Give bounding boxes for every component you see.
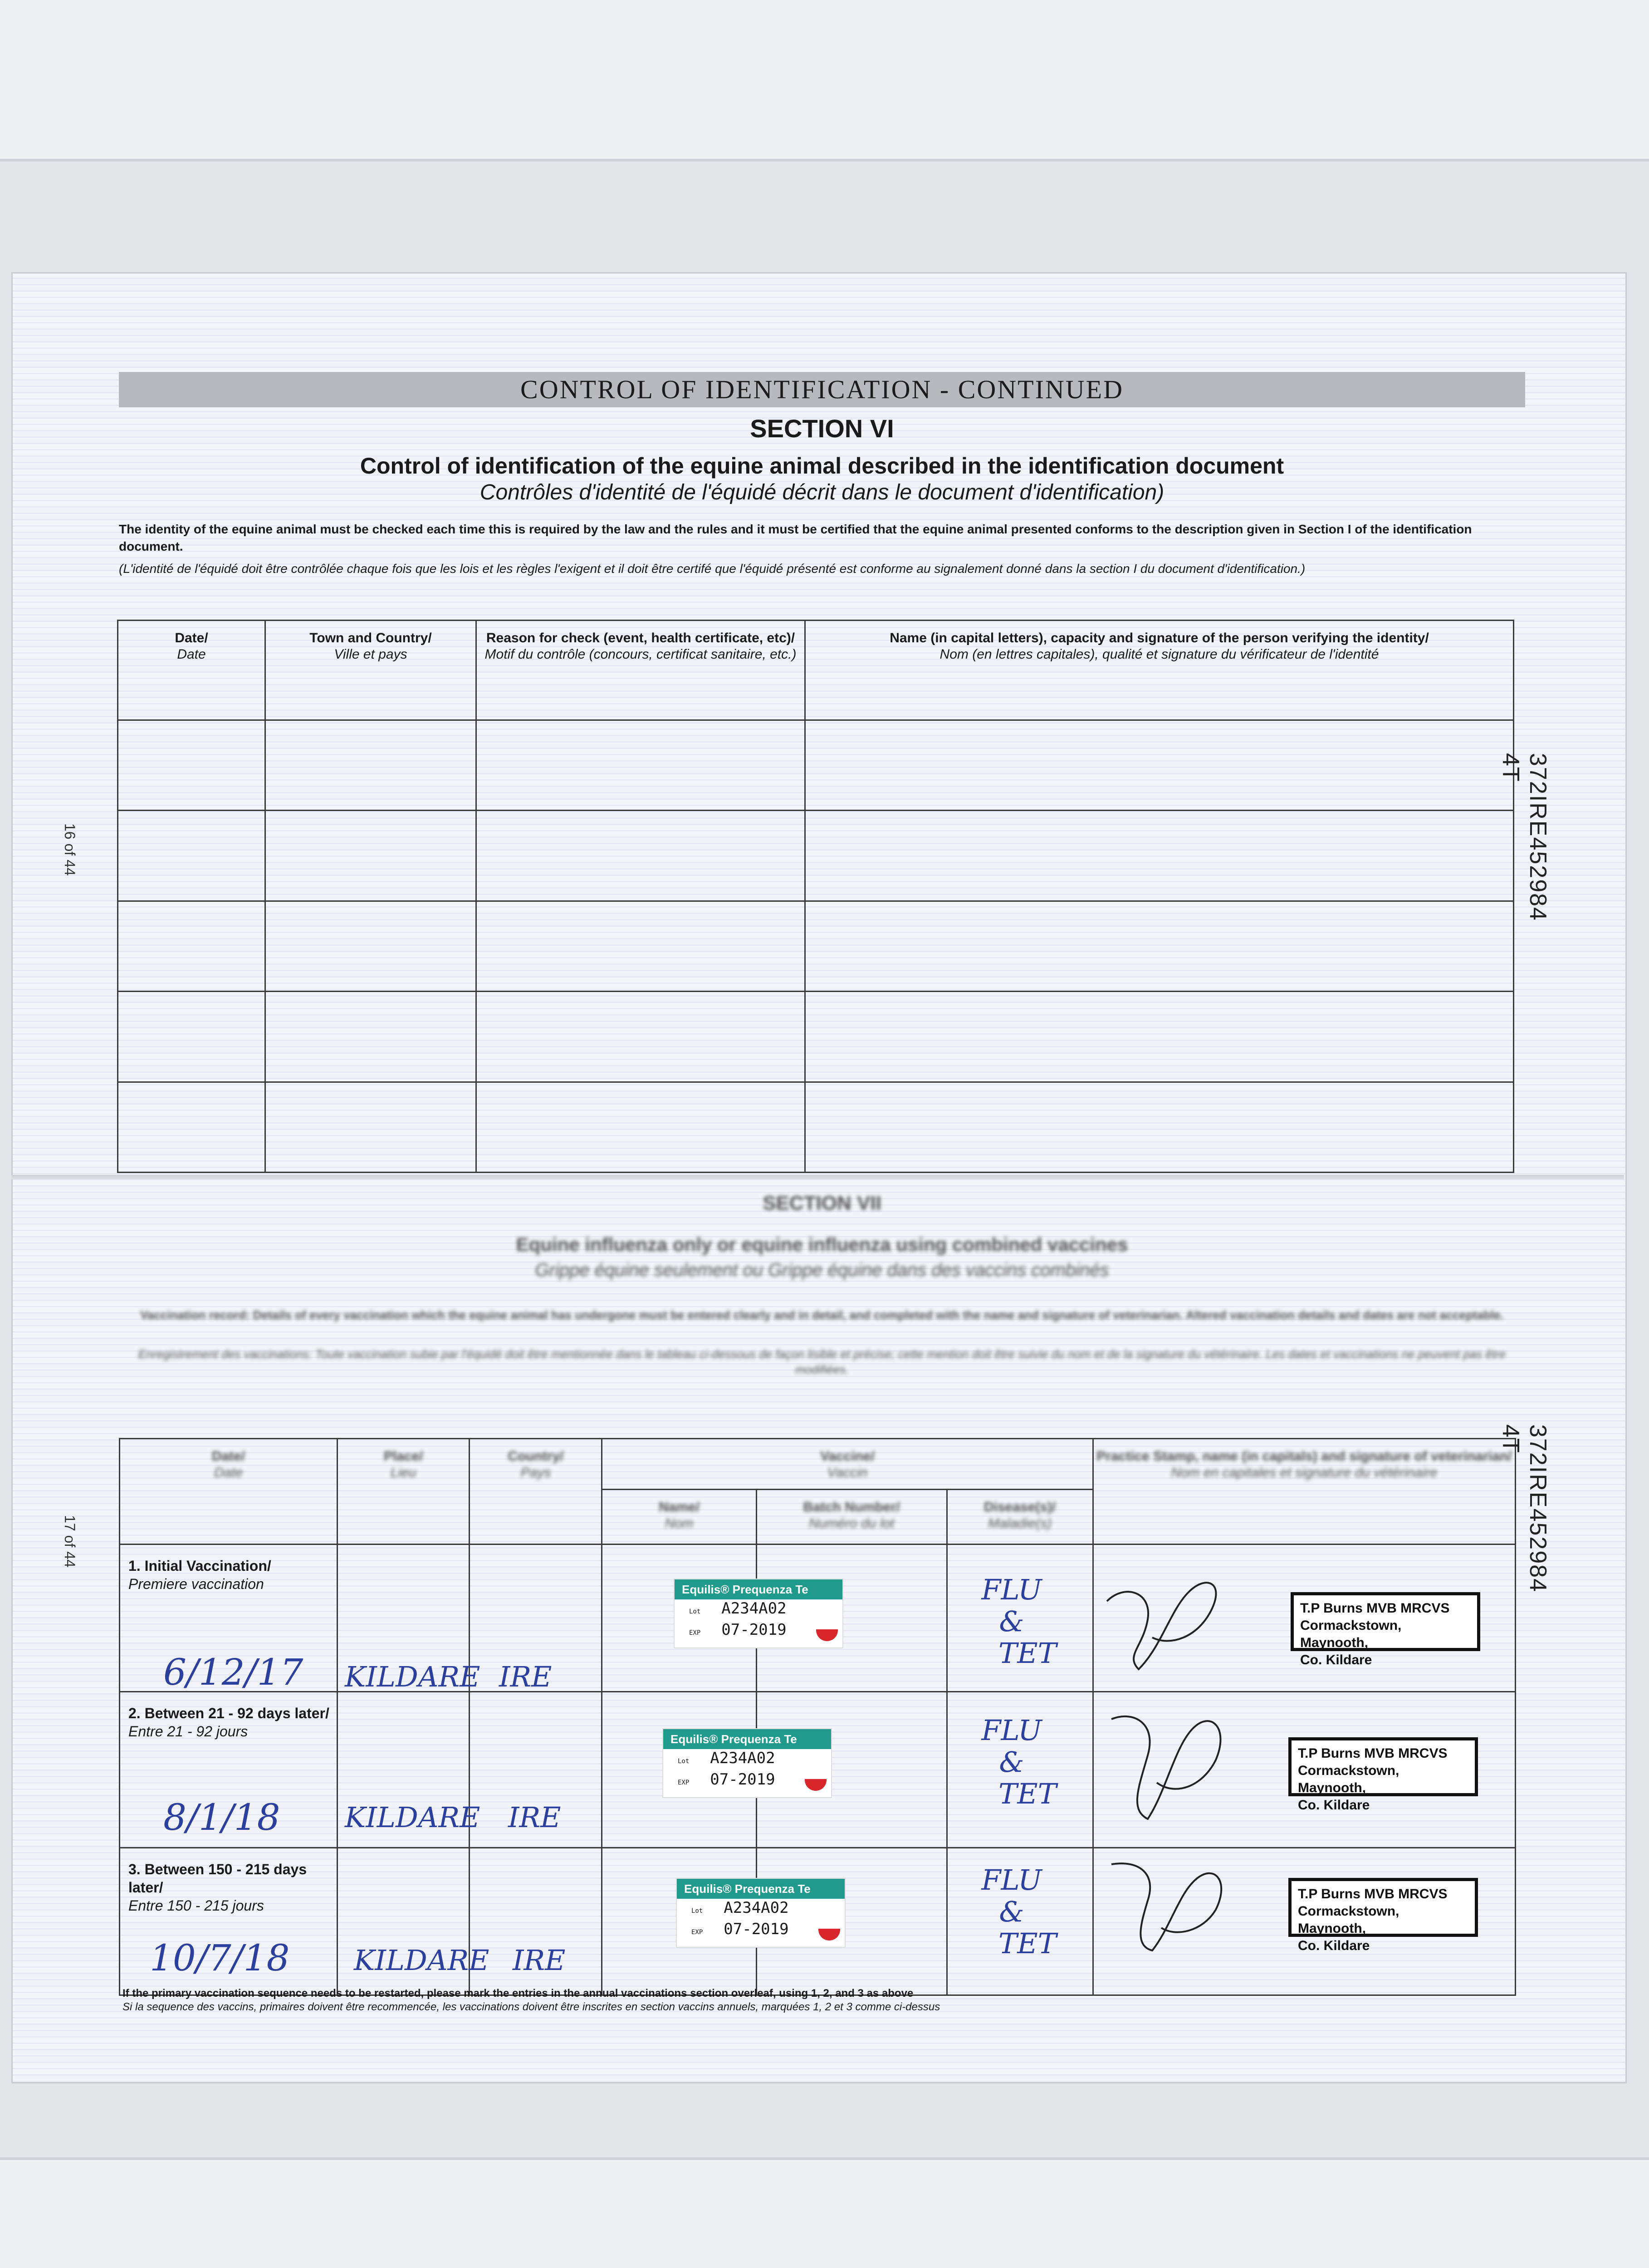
col-place-header: Place/ Lieu xyxy=(338,1439,470,1545)
col-date-header: Date/ Date xyxy=(120,1439,338,1545)
signature-icon xyxy=(1098,1846,1243,1960)
section-vii-title: SECTION VII xyxy=(763,1192,881,1214)
identification-check-table xyxy=(117,620,1514,1173)
vaccination-country-2: IRE xyxy=(508,1801,561,1834)
section-vi-title: SECTION VI xyxy=(750,414,894,443)
vaccination-date-2: 8/1/18 xyxy=(163,1796,280,1838)
vaccine-sticker-3: Equilis® Prequenza Te Lot A234A02 EXP 07-2019 xyxy=(676,1878,846,1948)
section-vii-intro: Vaccination record: Details of every vaccination which the equine animal has undergone must be entered clearly and in detail, and completed with the name and signature of veterinarian. Altered vaccination details and dates are not acceptable. xyxy=(140,1308,1504,1322)
row-label-2: 2. Between 21 - 92 days later/ Entre 21 - 92 jours xyxy=(120,1691,338,1848)
control-identification-band: CONTROL OF IDENTIFICATION - CONTINUED xyxy=(119,372,1525,407)
col-vaccine-header: Vaccine/ Vaccin xyxy=(602,1439,1093,1490)
vaccination-place-1: KILDARE xyxy=(345,1660,480,1693)
col-stamp-header: Practice Stamp, name (in capitals) and signature of veterinarian/ Nom en capitales et signature du vétérinaire xyxy=(1093,1439,1515,1545)
vet-stamp-3: T.P Burns MVB MRCVS Cormackstown, Maynooth, Co. Kildare xyxy=(1288,1878,1478,1937)
vaccination-country-1: IRE xyxy=(499,1660,552,1693)
vet-stamp-2: T.P Burns MVB MRCVS Cormackstown, Maynooth, Co. Kildare xyxy=(1288,1737,1478,1796)
disease-entry-3: FLU & TET xyxy=(981,1863,1057,1960)
vaccination-date-1: 6/12/17 xyxy=(163,1651,303,1693)
passport-id-number-top: 372IRE452984 4T xyxy=(1497,753,1551,921)
col-date-header: Date/ Date xyxy=(118,621,265,720)
vaccination-date-3: 10/7/18 xyxy=(150,1937,290,1979)
vaccine-sticker-1: Equilis® Prequenza Te Lot A234A02 EXP 07-2019 xyxy=(674,1579,843,1648)
vaccination-place-3: KILDARE xyxy=(354,1944,489,1977)
disease-entry-2: FLU & TET xyxy=(981,1714,1057,1810)
col-verifier-header: Name (in capital letters), capacity and signature of the person verifying the identity/ Nom (en lettres capitales), qualité et signature du vérificateur de l'identité xyxy=(805,621,1514,720)
vaccination-footnote: If the primary vaccination sequence needs to be restarted, please mark the entries in the annual vaccinations section overleaf, using 1, 2, and 3 as above Si la sequence des vaccins, primaires doivent être recommencée, les vaccinations doivent être inscrites en section vaccins annuels, marquées 1, 2 et 3 comme ci-dessus xyxy=(122,1987,940,2013)
section-vi-subtitle: Control of identification of the equine animal described in the identification document xyxy=(360,453,1284,479)
passport-id-number-bottom: 372IRE452984 4T xyxy=(1497,1424,1551,1593)
row-label-3: 3. Between 150 - 215 days later/ Entre 150 - 215 jours xyxy=(120,1848,338,1995)
disease-entry-1: FLU & TET xyxy=(981,1573,1057,1670)
vaccination-country-3: IRE xyxy=(513,1944,566,1977)
table-row xyxy=(118,992,1514,1082)
section-vii-subtitle: Equine influenza only or equine influenza using combined vaccines xyxy=(516,1234,1128,1255)
col-town-header: Town and Country/ Ville et pays xyxy=(265,621,476,720)
col-batch-header: Batch Number/ Numéro du lot xyxy=(756,1489,947,1545)
vaccine-sticker-2: Equilis® Prequenza Te Lot A234A02 EXP 07-2019 xyxy=(662,1728,832,1798)
vet-stamp-1: T.P Burns MVB MRCVS Cormackstown, Maynooth, Co. Kildare xyxy=(1291,1592,1480,1651)
section-vii-subtitle-fr: Grippe équine seulement ou Grippe équine dans des vaccins combinés xyxy=(535,1260,1109,1280)
section-vi-subtitle-fr: Contrôles d'identité de l'équidé décrit dans le document d'identification) xyxy=(480,480,1165,504)
page-number-16: 16 of 44 xyxy=(62,823,78,876)
row-label-1: 1. Initial Vaccination/ Premiere vaccination xyxy=(120,1545,338,1691)
section-vii-intro-fr: Enregistrement des vaccinations: Toute vaccination subie par l'équidé doit être mentionnée dans le tableau ci-dessous de façon lisible et précise; cette mention doit être suivie du nom et de la signature du vétérinaire. Les dates et vaccinations ne peuvent pas être modifiées. xyxy=(138,1347,1506,1376)
section-vi-intro: The identity of the equine animal must be checked each time this is required by the law and the rules and it must be certified that the equine animal presented conforms to the description given in Section I of the identification document. xyxy=(119,522,1472,553)
table-row xyxy=(118,811,1514,901)
signature-icon xyxy=(1098,1692,1243,1828)
col-name-header: Name/ Nom xyxy=(602,1489,757,1545)
signature-icon xyxy=(1098,1556,1243,1683)
page-number-17: 17 of 44 xyxy=(62,1515,78,1568)
col-country-header: Country/ Pays xyxy=(470,1439,602,1545)
col-reason-header: Reason for check (event, health certificate, etc)/ Motif du contrôle (concours, certificat sanitaire, etc.) xyxy=(476,621,805,720)
section-vi-intro-fr: (L'identité de l'équidé doit être contrôlée chaque fois que les lois et les règles l'exigent et il doit être certifé que l'équidé présenté est conforme au signalement donné dans la section I du document d'identification.) xyxy=(119,562,1306,576)
col-disease-header: Disease(s)/ Maladie(s) xyxy=(947,1489,1093,1545)
table-row xyxy=(118,720,1514,811)
table-row xyxy=(118,901,1514,991)
table-row xyxy=(118,1082,1514,1172)
vaccination-place-2: KILDARE xyxy=(345,1801,480,1834)
